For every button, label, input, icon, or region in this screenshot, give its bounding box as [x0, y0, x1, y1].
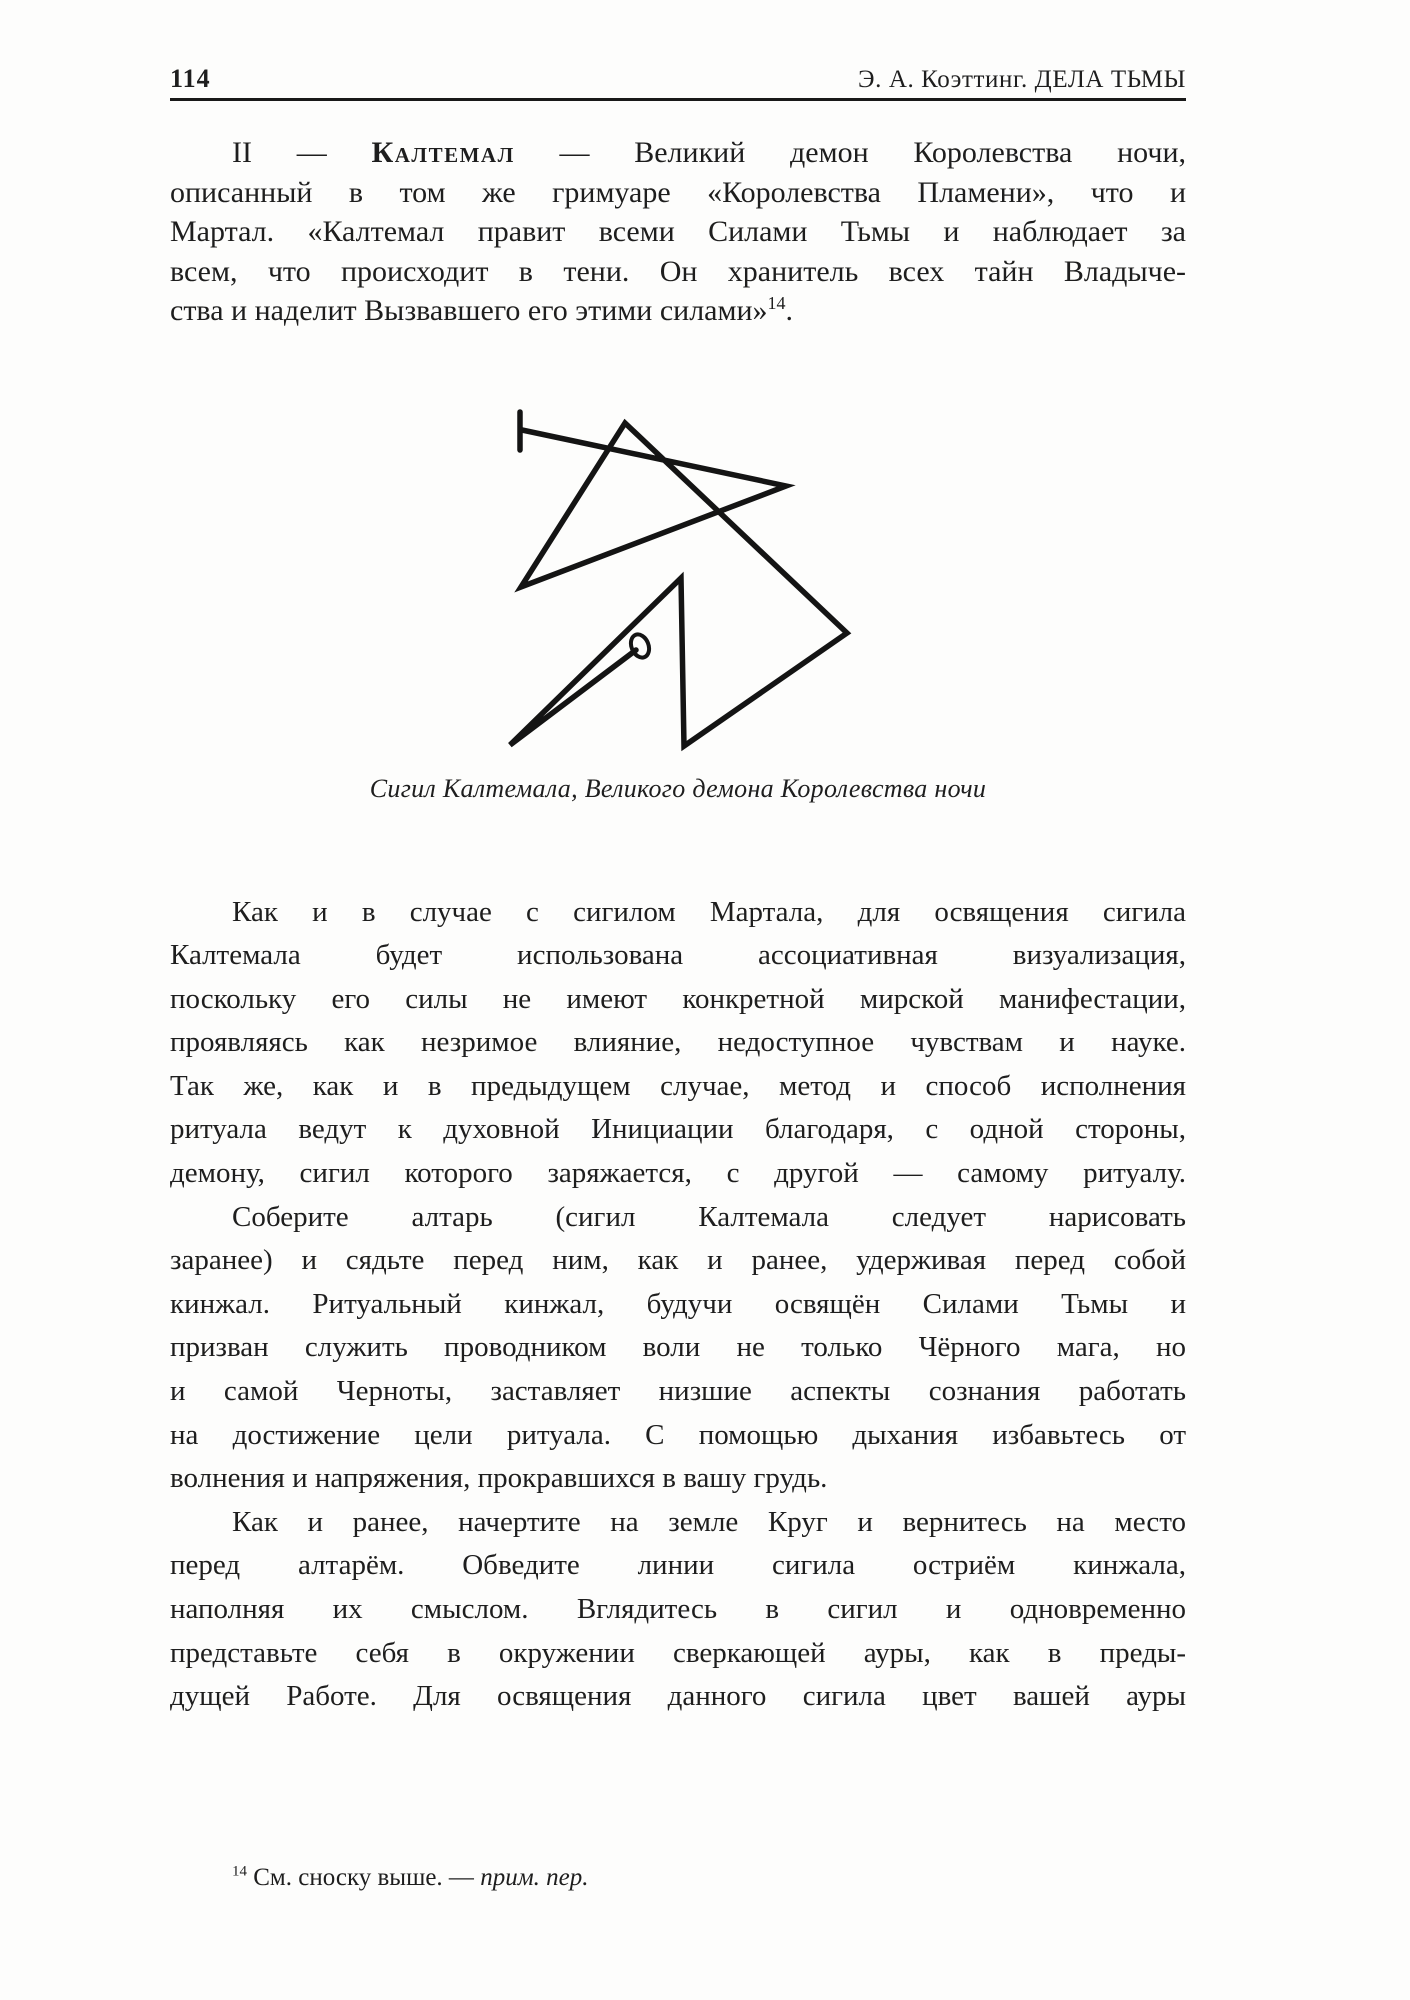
sigil-stroke — [510, 423, 847, 746]
text-line: волнения и напряжения, прокравшихся в вашу грудь. — [170, 1462, 828, 1495]
text-line — [170, 291, 1186, 331]
text-line: Так же, как и в предыдущем случае, метод и способ исполнения — [170, 1069, 1186, 1102]
text-line — [170, 133, 1186, 173]
text-line: поскольку его силы не имеют конкретной мирской манифестации, — [170, 982, 1186, 1015]
text-line: описанный в том же гримуаре «Королевства Пламени», что и — [170, 175, 1186, 209]
footnote-source: прим. пер. — [480, 1863, 589, 1891]
text-line: ритуала ведут к духовной Инициации благодаря, с одной стороны, — [170, 1113, 1186, 1146]
intro-line-rest: — Великий демон Королевства ночи, — [514, 136, 1186, 169]
footnote-text: См. сноску выше. — — [247, 1863, 481, 1891]
demon-name: Калтемал — [371, 136, 515, 169]
text-line: Как и ранее, начертите на земле Круг и вернитесь на место — [232, 1505, 1186, 1538]
text-line: Соберите алтарь (сигил Калтемала следует нарисовать — [232, 1200, 1186, 1233]
paragraph-4 — [170, 1501, 1186, 1719]
intro-numeral: II — — [232, 136, 372, 169]
intro-last-period: . — [785, 294, 794, 327]
footnote-reference[interactable]: 14 — [767, 293, 786, 313]
text-line: заранее) и сядьте перед ним, как и ранее, удерживая перед собой — [170, 1244, 1186, 1277]
text-line: всем, что происходит в тени. Он хранитель всех тайн Владыче- — [170, 254, 1186, 288]
footnote — [170, 1861, 1186, 1895]
text-line: наполняя их смыслом. Вглядитесь в сигил и одновременно — [170, 1593, 1186, 1625]
page-header — [170, 64, 1186, 94]
text-line: представьте себя в окружении сверкающей ауры, как в преды- — [170, 1636, 1186, 1669]
text-line: и самой Черноты, заставляет низшие аспекты сознания работать — [170, 1375, 1186, 1408]
intro-last-line: ства и наделит Вызвавшего его этими силами» — [170, 294, 768, 327]
paragraph-3 — [170, 1196, 1186, 1501]
intro-paragraph — [170, 133, 1186, 331]
header-rule — [170, 98, 1186, 101]
text-line: Мартал. «Калтемал правит всеми Силами Тьмы и наблюдает за — [170, 215, 1186, 248]
text-line: призван служить проводником воли не только Чёрного мага, но — [170, 1331, 1186, 1364]
sigil-image — [495, 401, 861, 767]
text-line: перед алтарём. Обведите линии сигила остриём кинжала, — [170, 1549, 1186, 1582]
running-title: Э. А. Коэттинг. ДЕЛА ТЬМЫ — [858, 66, 1186, 93]
paragraph-2 — [170, 891, 1186, 1196]
text-line: дущей Работе. Для освящения данного сигила цвет вашей ауры — [170, 1680, 1186, 1713]
text-line: Калтемала будет использована ассоциативная визуализация, — [170, 939, 1186, 972]
page-number: 114 — [170, 64, 211, 93]
text-line: демону, сигил которого заряжается, с другой — самому ритуалу. — [170, 1157, 1186, 1190]
body-text — [170, 891, 1186, 1719]
footnote-number: 14 — [232, 1863, 247, 1880]
text-line: проявляясь как незримое влияние, недоступное чувствам и науке. — [170, 1026, 1186, 1059]
text-line: Как и в случае с сигилом Мартала, для освящения сигила — [232, 895, 1186, 928]
text-line: на достижение цели ритуала. С помощью дыхания избавьтесь от — [170, 1418, 1186, 1451]
sigil-caption: Сигил Калтемала, Великого демона Королевства ночи — [369, 773, 987, 803]
text-line: кинжал. Ритуальный кинжал, будучи освящён Силами Тьмы и — [170, 1287, 1186, 1320]
